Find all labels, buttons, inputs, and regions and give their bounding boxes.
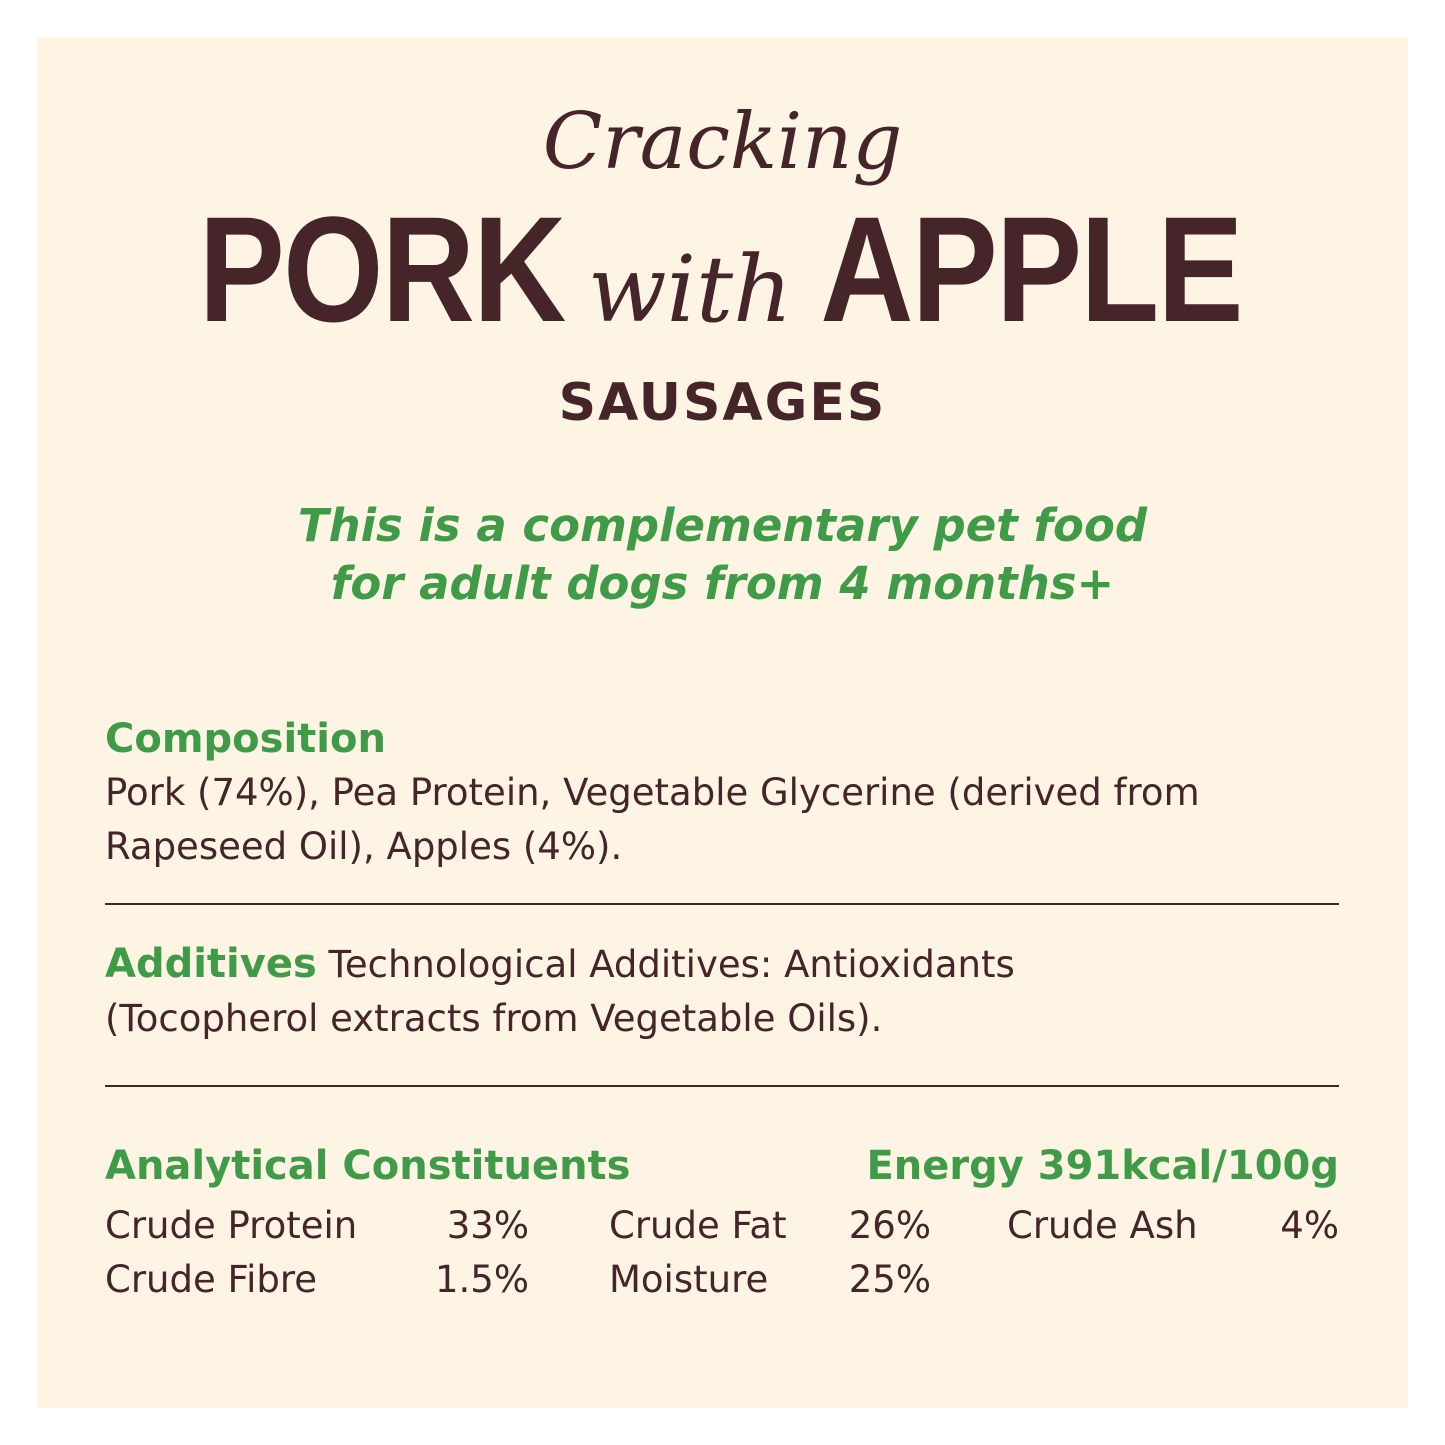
composition-line-2: Rapeseed Oil), Apples (4%). [105,825,623,868]
additives-line-1: Technological Additives: Antioxidants [328,943,1015,986]
product-name-part1: PORK [198,185,565,353]
constituent-label: Moisture [609,1258,769,1301]
analytical-heading: Analytical Constituents [105,1143,631,1189]
product-name-joiner: with [587,236,793,343]
product-type: SAUSAGES [558,373,887,433]
constituent-value: 26% [848,1204,931,1247]
tagline-line-1: This is a complementary pet food [297,499,1148,552]
tagline-line-2: for adult dogs from 4 months+ [330,557,1115,610]
tagline [37,497,1408,613]
constituent-label: Crude Ash [1007,1204,1198,1247]
script-heading: Cracking [542,97,903,187]
additives-section [105,937,1339,1046]
product-name [37,185,1408,387]
constituent-label: Crude Fat [609,1204,787,1247]
divider [105,903,1339,905]
constituent-value: 25% [848,1258,931,1301]
composition-heading: Composition [105,716,386,762]
additives-line-2: (Tocopherol extracts from Vegetable Oils). [105,997,883,1040]
additives-heading: Additives [105,941,317,987]
energy-value: Energy 391kcal/100g [866,1143,1339,1189]
constituent-label: Crude Fibre [105,1258,318,1301]
label-card [37,37,1408,1408]
analytical-header [105,1139,1339,1193]
constituent-value: 4% [1280,1204,1339,1247]
divider [105,1085,1339,1087]
composition-line-1: Pork (74%), Pea Protein, Vegetable Glycerine (derived from [105,771,1200,814]
composition-section [105,712,1339,874]
product-name-part2: APPLE [820,185,1243,353]
constituent-value: 33% [446,1204,529,1247]
constituent-label: Crude Protein [105,1204,358,1247]
constituent-value: 1.5% [435,1258,529,1301]
